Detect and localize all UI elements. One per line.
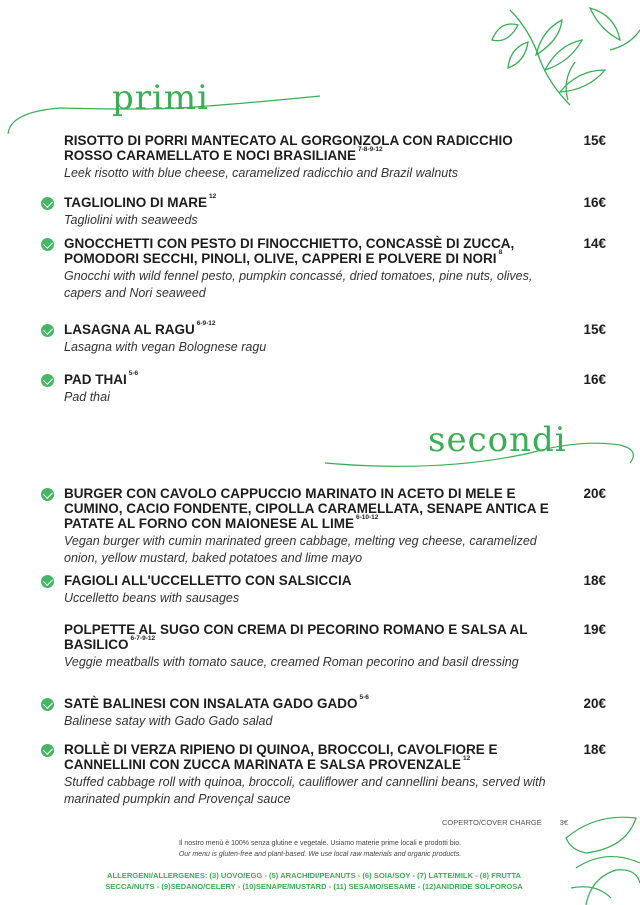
dish-name-text: FAGIOLI ALL'UCCELLETTO CON SALSICCIA: [64, 573, 352, 588]
allergens-line: SECCA/NUTS - (9)SEDANO/CELERY - (10)SENAPE/MUSTARD - (11) SESAMO/SESAME - (12)ANIDRIDE SOLFOROSA: [105, 882, 523, 891]
dish-name-text: GNOCCHETTI CON PESTO DI FINOCCHIETTO, CONCASSÈ DI ZUCCA, POMODORI SECCHI, PINOLI, OLIVE, CAPPERI E POLVERE DI NORI: [64, 236, 515, 266]
dish-price: 20€: [583, 696, 606, 711]
dish-price: 18€: [583, 742, 606, 757]
dish-name-text: PAD THAI: [64, 372, 127, 387]
allergen-codes: 6-7-9-12: [130, 635, 156, 642]
dish-name-text: TAGLIOLINO DI MARE: [64, 195, 207, 210]
menu-item: [64, 195, 564, 229]
allergens-legend: [34, 870, 594, 892]
dish-description: Stuffed cabbage roll with quinoa, broccoli, cauliflower and cannellini beans, served with marinated pumpkin and Provençal sauce: [64, 775, 546, 806]
dish-name: [64, 372, 564, 387]
vegan-leaf-icon: [41, 238, 54, 251]
footnote-english: Our menu is gluten-free and plant-based. We use local raw materials and organic products.: [178, 851, 462, 858]
allergens-line: ALLERGENI/ALLERGENES: (3) UOVO/EGG - (5) ARACHIDI/PEANUTS - (6) SOIA/SOY - (7) LATTE/MILK - (8) FRUTTA: [107, 871, 521, 880]
vegan-leaf-icon: [41, 374, 54, 387]
allergen-codes: 6-9-12: [196, 320, 216, 327]
menu-item: [64, 486, 564, 567]
dish-price: 16€: [583, 372, 606, 387]
allergen-codes: 6-10-12: [356, 514, 379, 521]
dish-description: Lasagna with vegan Bolognese ragu: [64, 340, 267, 354]
dish-name: [64, 195, 564, 210]
dish-description: Pad thai: [64, 390, 110, 404]
vegan-leaf-icon: [41, 575, 54, 588]
allergen-codes: 5-6: [359, 694, 369, 701]
menu-item: [64, 742, 564, 808]
menu-item: [64, 622, 564, 671]
dish-name: [64, 133, 564, 163]
allergen-codes: 5-6: [128, 370, 139, 377]
dish-name: [64, 573, 564, 588]
dish-description: Veggie meatballs with tomato sauce, creamed Roman pecorino and basil dressing: [64, 655, 519, 669]
dish-name: [64, 486, 564, 531]
vegan-leaf-icon: [41, 488, 54, 501]
allergen-codes: 8: [498, 249, 503, 256]
dish-description: Leek risotto with blue cheese, caramelized radicchio and Brazil walnuts: [64, 166, 458, 180]
dish-description: Uccelletto beans with sausages: [64, 591, 240, 605]
allergen-codes: 12: [463, 755, 471, 762]
section-title-secondi: secondi: [428, 420, 567, 460]
section-title-primi: primi: [112, 78, 210, 118]
dish-name: [64, 622, 564, 652]
dish-name: [64, 742, 564, 772]
dish-name-text: RISOTTO DI PORRI MANTECATO AL GORGONZOLA CON RADICCHIO ROSSO CARAMELLATO E NOCI BRASILIANE: [64, 133, 513, 163]
dish-description: Gnocchi with wild fennel pesto, pumpkin concassé, dried tomatoes, pine nuts, olives, capers and Nori seaweed: [64, 269, 533, 300]
menu-item: [64, 133, 564, 182]
dish-price: 15€: [583, 133, 606, 148]
footnote-italian: Il nostro menù è 100% senza glutine e vegetale. Usiamo materie prime locali e prodotti bio.: [178, 840, 462, 847]
allergen-codes: 7-8-9-12: [358, 146, 383, 153]
cover-charge: [442, 818, 568, 827]
dish-name: [64, 236, 564, 266]
dish-description: Balinese satay with Gado Gado salad: [64, 714, 273, 728]
dish-price: 14€: [583, 236, 606, 251]
menu-item: [64, 372, 564, 406]
menu-item: [64, 236, 564, 302]
menu-item: [64, 573, 564, 607]
dish-name: [64, 322, 564, 337]
dish-name-text: BURGER CON CAVOLO CAPPUCCIO MARINATO IN ACETO DI MELE E CUMINO, CACIO FONDENTE, CIPOLLA CARAMELLATA, SENAPE ANTICA E PATATE AL FORNO CON MAIONESE AL LIME: [64, 486, 549, 531]
dish-name-text: LASAGNA AL RAGU: [64, 322, 195, 337]
vegan-leaf-icon: [41, 197, 54, 210]
dish-price: 16€: [583, 195, 606, 210]
menu-item: [64, 322, 564, 356]
cover-charge-price: 3€: [559, 818, 569, 827]
dish-price: 20€: [583, 486, 606, 501]
allergen-codes: 12: [209, 193, 217, 200]
leaf-decoration-top-icon: [470, 0, 640, 112]
menu-item: [64, 696, 564, 730]
dish-price: 15€: [583, 322, 606, 337]
dish-name-text: POLPETTE AL SUGO CON CREMA DI PECORINO ROMANO E SALSA AL BASILICO: [64, 622, 528, 652]
vegan-leaf-icon: [41, 324, 54, 337]
dish-name: [64, 696, 564, 711]
dish-description: Tagliolini with seaweeds: [64, 213, 198, 227]
dish-name-text: ROLLÈ DI VERZA RIPIENO DI QUINOA, BROCCOLI, CAVOLFIORE E CANNELLINI CON ZUCCA MARINATA E SALSA PROVENZALE: [64, 742, 498, 772]
cover-charge-label: COPERTO/COVER CHARGE: [442, 818, 542, 827]
vegan-leaf-icon: [41, 698, 54, 711]
dish-price: 18€: [583, 573, 606, 588]
dish-name-text: SATÈ BALINESI CON INSALATA GADO GADO: [64, 696, 358, 711]
dish-price: 19€: [583, 622, 606, 637]
vegan-leaf-icon: [41, 744, 54, 757]
dish-description: Vegan burger with cumin marinated green cabbage, melting veg cheese, caramelized onion, yellow mustard, baked potatoes and lime mayo: [64, 534, 537, 565]
